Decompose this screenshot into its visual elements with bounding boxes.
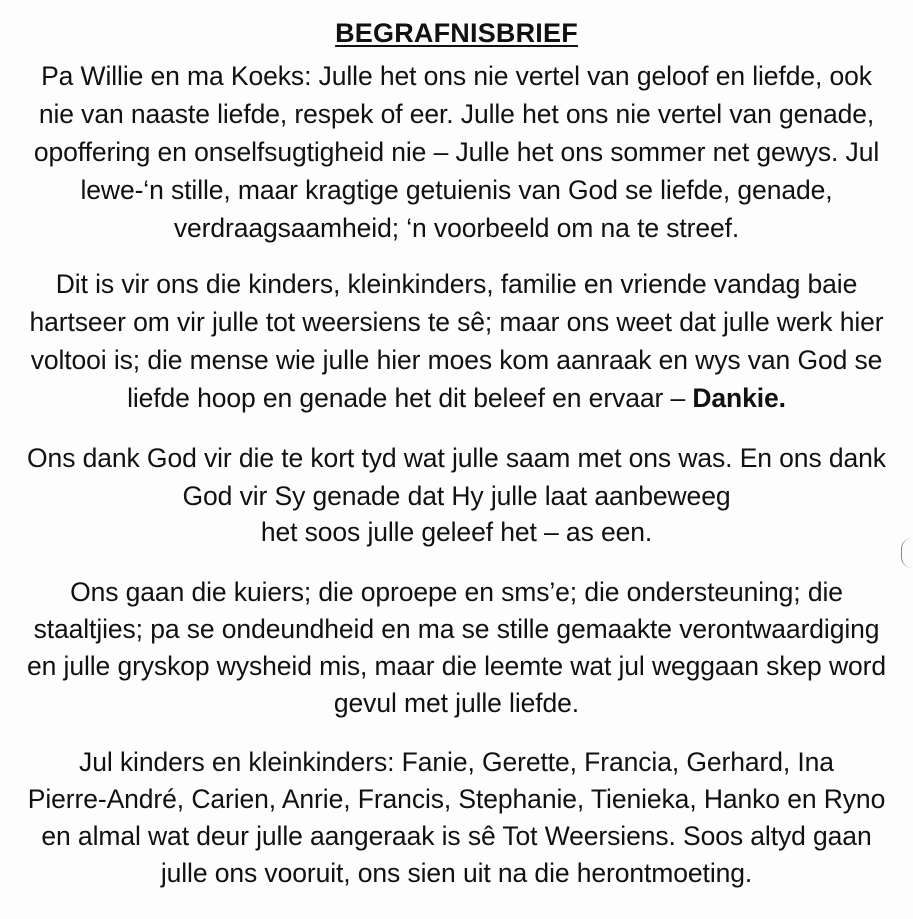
letter-title: [0, 18, 913, 49]
thanks-word: Dankie.: [692, 383, 786, 413]
paragraph-1-line-2: nie van naaste liefde, respek of eer. Julle het ons nie vertel van genade,: [38, 99, 875, 129]
paragraph-5-line-2: Pierre-André, Carien, Anrie, Francis, Stephanie, Tienieka, Hanko en Ryno: [27, 784, 886, 814]
paragraph-2-line-4-text: liefde hoop en genade het dit beleef en ervaar –: [127, 383, 686, 413]
paragraph-3-line-1: Ons dank God vir die te kort tyd wat julle saam met ons was. En ons dank: [27, 443, 886, 473]
scan-edge-mark: [901, 538, 912, 568]
paragraph-2-line-1: Dit is vir ons die kinders, kleinkinders, familie en vriende vandag baie: [55, 269, 858, 299]
paragraph-5-line-1: Jul kinders en kleinkinders: Fanie, Gerette, Francia, Gerhard, Ina: [79, 747, 834, 777]
paragraph-4-line-1: Ons gaan die kuiers; die oproepe en sms’e; die ondersteuning; die: [70, 577, 843, 607]
paragraph-1-line-5: verdraagsaamheid; ‘n voorbeeld om na te streef.: [173, 213, 740, 243]
paragraph-4-line-4: gevul met julle liefde.: [333, 688, 580, 718]
paragraph-2-line-3: voltooi is; die mense wie julle hier moes kom aanraak en wys van God se: [30, 345, 883, 375]
paragraph-1-line-1: Pa Willie en ma Koeks: Julle het ons nie vertel van geloof en liefde, ook: [41, 61, 872, 91]
paragraph-4-line-2: staaltjies; pa se ondeundheid en ma se stille gemaakte verontwaardiging: [33, 614, 880, 644]
paragraph-3-line-3: het soos julle geleef het – as een.: [260, 517, 653, 547]
paragraph-1-line-3: opoffering en onselfsugtigheid nie – Julle het ons sommer net gewys. Jul: [33, 137, 880, 167]
paragraph-5-line-4: julle ons vooruit, ons sien uit na die herontmoeting.: [160, 858, 753, 888]
letter-title-text: BEGRAFNISBRIEF: [335, 18, 578, 48]
paragraph-2-line-2: hartseer om vir julle tot weersiens te sê; maar ons weet dat julle werk hier: [29, 307, 884, 337]
paragraph-1-line-4: lewe-‘n stille, maar kragtige getuienis van God se liefde, genade,: [80, 175, 833, 205]
paragraph-2-line-4: [0, 381, 913, 415]
paragraph-5-line-3: en almal wat deur julle aangeraak is sê Tot Weersiens. Soos altyd gaan: [41, 821, 872, 851]
paragraph-3-line-2: God vir Sy genade dat Hy julle laat aanbeweeg: [182, 481, 731, 511]
paragraph-4-line-3: en julle gryskop wysheid mis, maar die leemte wat jul weggaan skep word: [27, 651, 886, 681]
